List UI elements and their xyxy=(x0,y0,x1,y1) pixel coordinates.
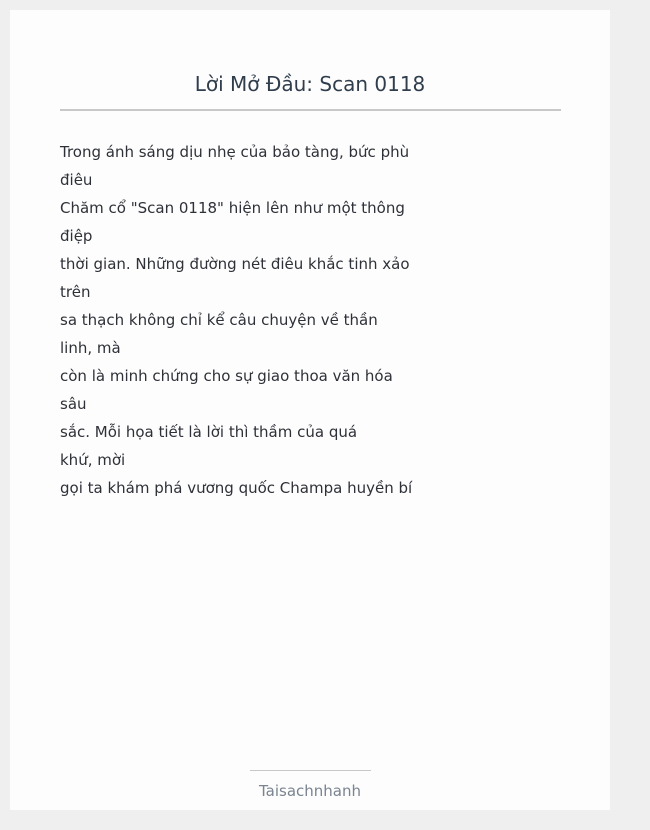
body-line: Trong ánh sáng dịu nhẹ của bảo tàng, bức phù xyxy=(60,143,410,161)
body-line: gọi ta khám phá vương quốc Champa huyền bí xyxy=(60,479,413,497)
body-line: linh, mà xyxy=(60,339,121,357)
body-text xyxy=(60,138,560,502)
body-line: sâu xyxy=(60,395,87,413)
footer-publisher: Taisachnhanh xyxy=(258,782,362,800)
body-line: điêu xyxy=(60,171,93,189)
body-line: Chăm cổ "Scan 0118" hiện lên như một thông xyxy=(60,199,405,217)
page-title: Lời Mở Đầu: Scan 0118 xyxy=(194,72,426,96)
body-line: thời gian. Những đường nét điêu khắc tinh xảo xyxy=(60,255,410,273)
body-line: sắc. Mỗi họa tiết là lời thì thầm của quá xyxy=(60,423,358,441)
body-line: còn là minh chứng cho sự giao thoa văn hóa xyxy=(60,367,393,385)
footer-divider xyxy=(250,770,371,771)
body-line: trên xyxy=(60,283,91,301)
title-divider xyxy=(60,109,561,111)
body-line: điệp xyxy=(60,227,93,245)
body-line: khứ, mời xyxy=(60,451,126,469)
body-line: sa thạch không chỉ kể câu chuyện về thần xyxy=(60,311,378,329)
document-page xyxy=(10,10,610,810)
